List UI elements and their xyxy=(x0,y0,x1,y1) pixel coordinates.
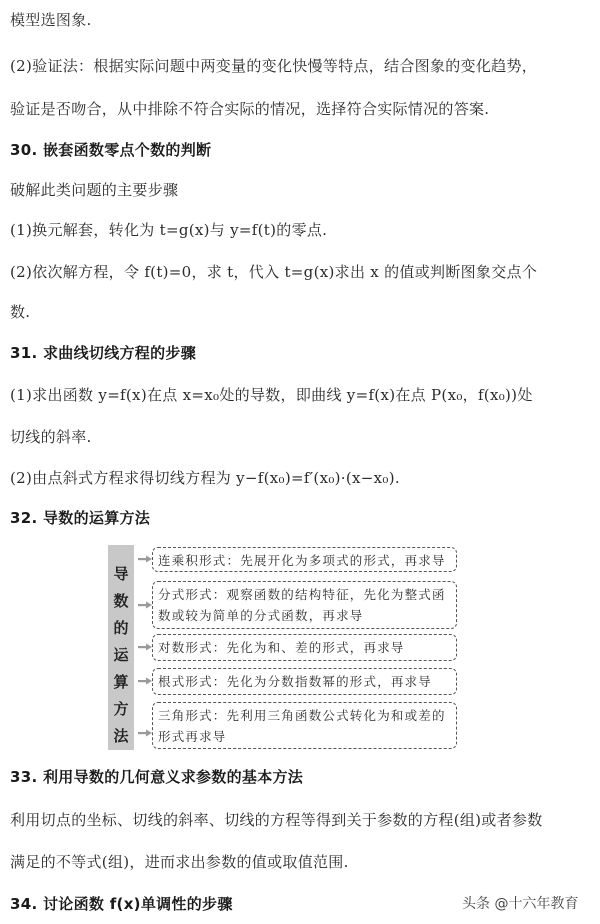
paragraph: 模型选图象. xyxy=(10,11,92,29)
root-char: 数 xyxy=(113,592,129,610)
root-char: 算 xyxy=(113,673,129,691)
method-box-radical: 根式形式：先化为分数指数幂的形式，再求导 xyxy=(152,668,457,695)
paragraph: (2)验证法：根据实际问题中两变量的变化快慢等特点，结合图象的变化趋势， xyxy=(10,57,538,75)
root-char: 方 xyxy=(113,700,129,718)
method-box-trigonometric: 三角形式：先利用三角函数公式转化为和或差的形式再求导 xyxy=(152,702,457,749)
section-30-step-2-cont: 数. xyxy=(10,303,31,321)
watermark: 头条 @十六年教育 xyxy=(462,896,579,912)
right-arrow-icon xyxy=(138,677,152,685)
section-33-body-cont: 满足的不等式(组)，进而求出参数的值或取值范围. xyxy=(10,853,349,871)
section-30-step-1: (1)换元解套，转化为 t=g(x)与 y=f(t)的零点. xyxy=(10,221,328,239)
root-char: 导 xyxy=(113,565,129,583)
method-box-product: 连乘积形式：先展开化为多项式的形式，再求导 xyxy=(152,547,457,572)
section-31-step-1-cont: 切线的斜率. xyxy=(10,428,92,446)
section-33-body: 利用切点的坐标、切线的斜率、切线的方程等得到关于参数的方程(组)或者参数 xyxy=(10,811,543,829)
right-arrow-icon xyxy=(138,601,152,609)
right-arrow-icon xyxy=(138,729,152,737)
section-33-heading: 33. 利用导数的几何意义求参数的基本方法 xyxy=(10,768,304,786)
root-char: 运 xyxy=(113,646,129,664)
section-30-heading: 30. 嵌套函数零点个数的判断 xyxy=(10,141,212,159)
section-31-step-1: (1)求出函数 y=f(x)在点 x=x₀处的导数，即曲线 y=f(x)在点 P(x₀，f(x₀))处 xyxy=(10,386,533,404)
section-30-intro: 破解此类问题的主要步骤 xyxy=(10,181,179,199)
section-32-heading: 32. 导数的运算方法 xyxy=(10,509,151,527)
right-arrow-icon xyxy=(138,555,152,563)
section-30-step-2: (2)依次解方程，令 f(t)=0，求 t，代入 t=g(x)求出 x 的值或判断图象交点个 xyxy=(10,263,538,281)
section-31-heading: 31. 求曲线切线方程的步骤 xyxy=(10,344,196,362)
section-31-step-2: (2)由点斜式方程求得切线方程为 y−f(x₀)=f′(x₀)·(x−x₀). xyxy=(10,469,400,487)
root-char: 的 xyxy=(113,619,129,637)
section-34-heading: 34. 讨论函数 f(x)单调性的步骤 xyxy=(10,895,233,913)
paragraph: 验证是否吻合，从中排除不符合实际的情况，选择符合实际情况的答案. xyxy=(10,100,490,118)
method-box-logarithm: 对数形式：先化为和、差的形式，再求导 xyxy=(152,634,457,661)
diagram-root-column xyxy=(108,545,134,750)
right-arrow-icon xyxy=(138,643,152,651)
root-char: 法 xyxy=(113,727,129,745)
method-box-fraction: 分式形式：观察函数的结构特征，先化为整式函数或较为简单的分式函数，再求导 xyxy=(152,581,457,629)
